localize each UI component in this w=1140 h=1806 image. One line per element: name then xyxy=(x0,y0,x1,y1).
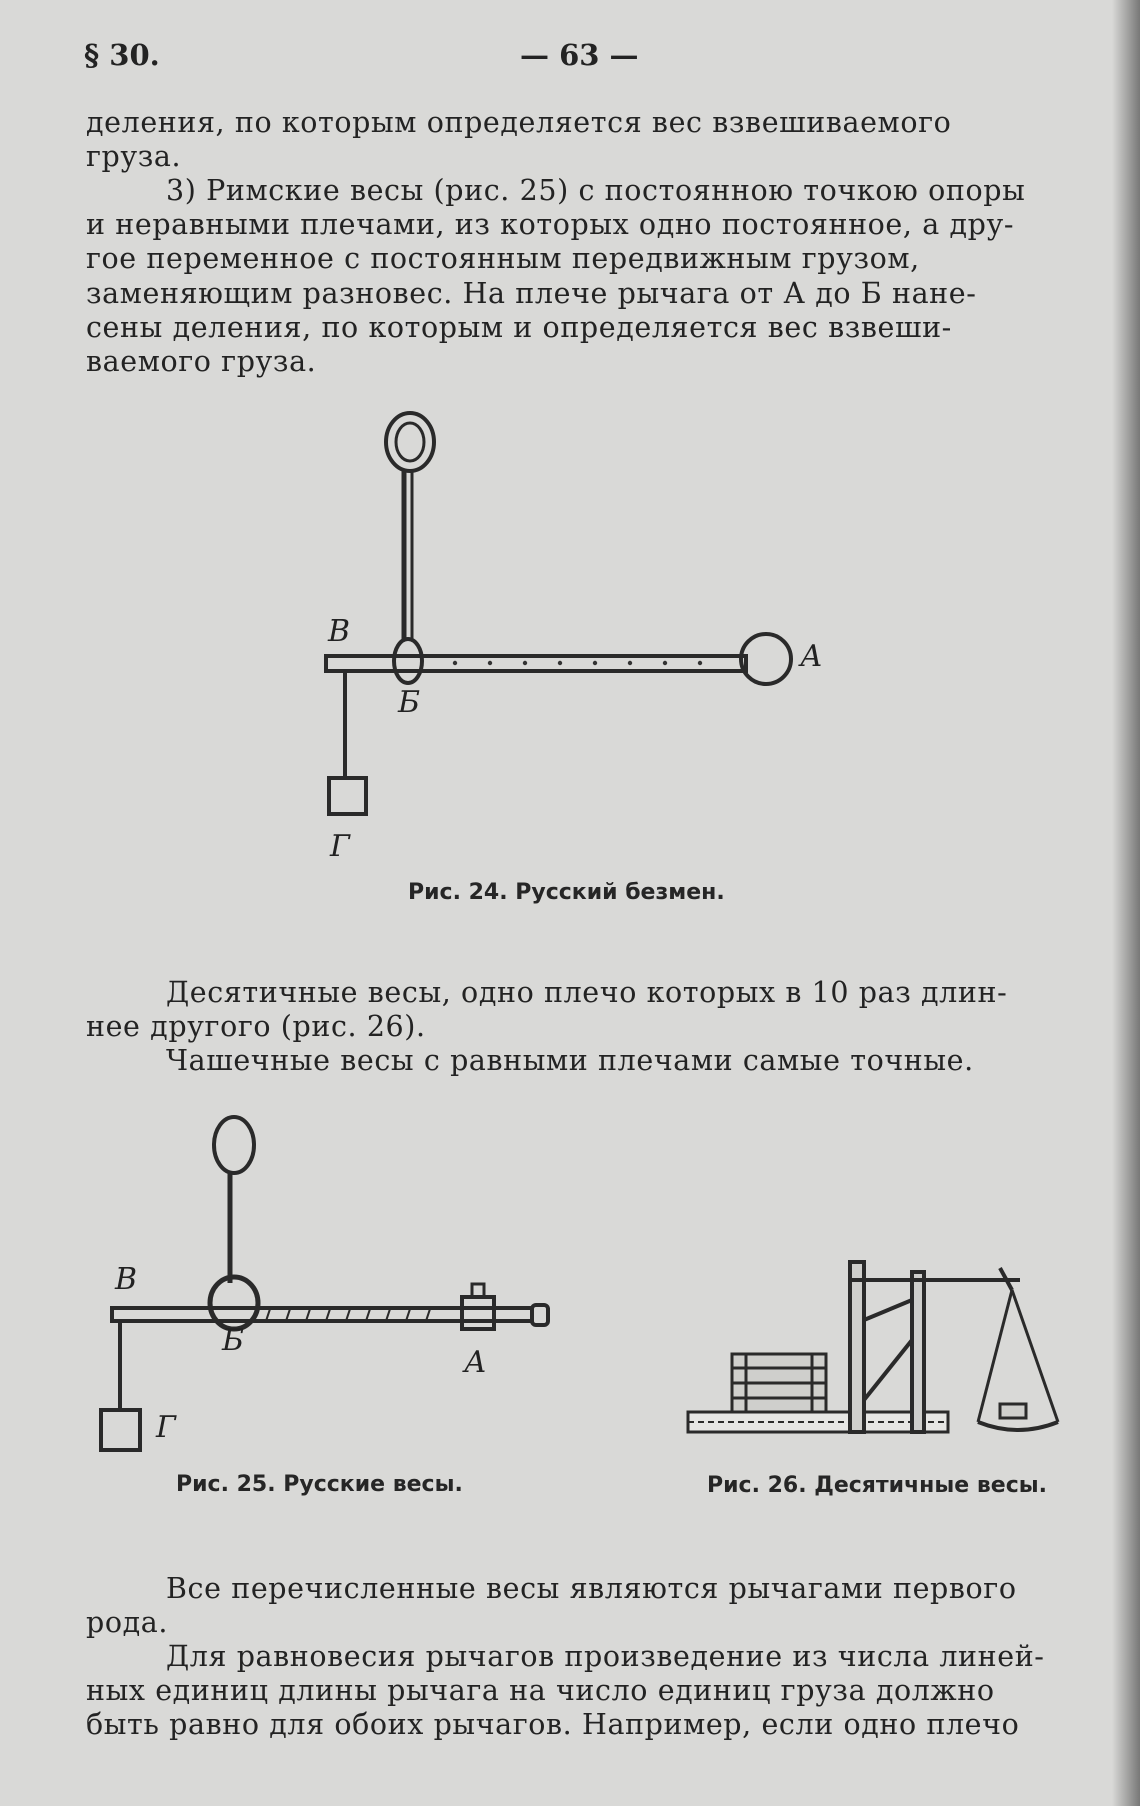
label-b: Б xyxy=(398,685,421,720)
section-number: § 30. xyxy=(84,38,160,72)
label-a: А xyxy=(464,1345,487,1380)
text-line: рода. xyxy=(86,1606,169,1640)
paragraph-5 xyxy=(86,1572,1066,1640)
label-g: Г xyxy=(156,1410,176,1445)
weighing-pan xyxy=(978,1290,1058,1430)
platform-base xyxy=(688,1412,948,1432)
text-line: Все перечисленные весы являются рычагами первого xyxy=(166,1572,1017,1605)
crate xyxy=(732,1354,826,1412)
text-line: гое переменное с постоянным передвижным грузом, xyxy=(86,242,920,276)
text-line: Для равновесия рычагов произведение из числа линей- xyxy=(166,1640,1045,1673)
text-line: быть равно для обоих рычагов. Например, если одно плечо xyxy=(86,1708,1020,1742)
label-v: В xyxy=(115,1262,138,1297)
figure-25-caption: Рис. 25. Русские весы. xyxy=(176,1472,463,1497)
label-v: В xyxy=(328,614,351,649)
text-line: деления, по которым определяется вес взвешиваемого xyxy=(86,106,952,139)
text-line: груза. xyxy=(86,140,182,174)
text-line: Десятичные весы, одно плечо которых в 10 раз длин- xyxy=(166,976,1008,1009)
frame-column xyxy=(850,1262,1020,1432)
paragraph-6 xyxy=(86,1640,1066,1743)
text-line: нее другого (рис. 26). xyxy=(86,1010,426,1044)
label-g: Г xyxy=(330,829,350,864)
text-line: сены деления, по которым и определяется вес взвеши- xyxy=(86,310,952,344)
figure-26-caption: Рис. 26. Десятичные весы. xyxy=(707,1473,1047,1498)
text-line: заменяющим разновес. На плече рычага от А до Б нане- xyxy=(86,276,977,310)
text-line: ваемого груза. xyxy=(86,345,317,379)
text-line: и неравными плечами, из которых одно постоянное, а дру- xyxy=(86,208,1015,242)
label-a: А xyxy=(800,639,823,674)
page-number: — 63 — xyxy=(520,38,639,72)
text-line: 3) Римские весы (рис. 25) с постоянною точкою опоры xyxy=(166,174,1026,207)
text-line: Чашечные весы с равными плечами самые точные. xyxy=(166,1044,974,1077)
text-line: ных единиц длины рычага на число единиц груза должно xyxy=(86,1674,995,1708)
label-b: Б xyxy=(222,1323,245,1358)
figure-24-caption: Рис. 24. Русский безмен. xyxy=(408,880,725,905)
